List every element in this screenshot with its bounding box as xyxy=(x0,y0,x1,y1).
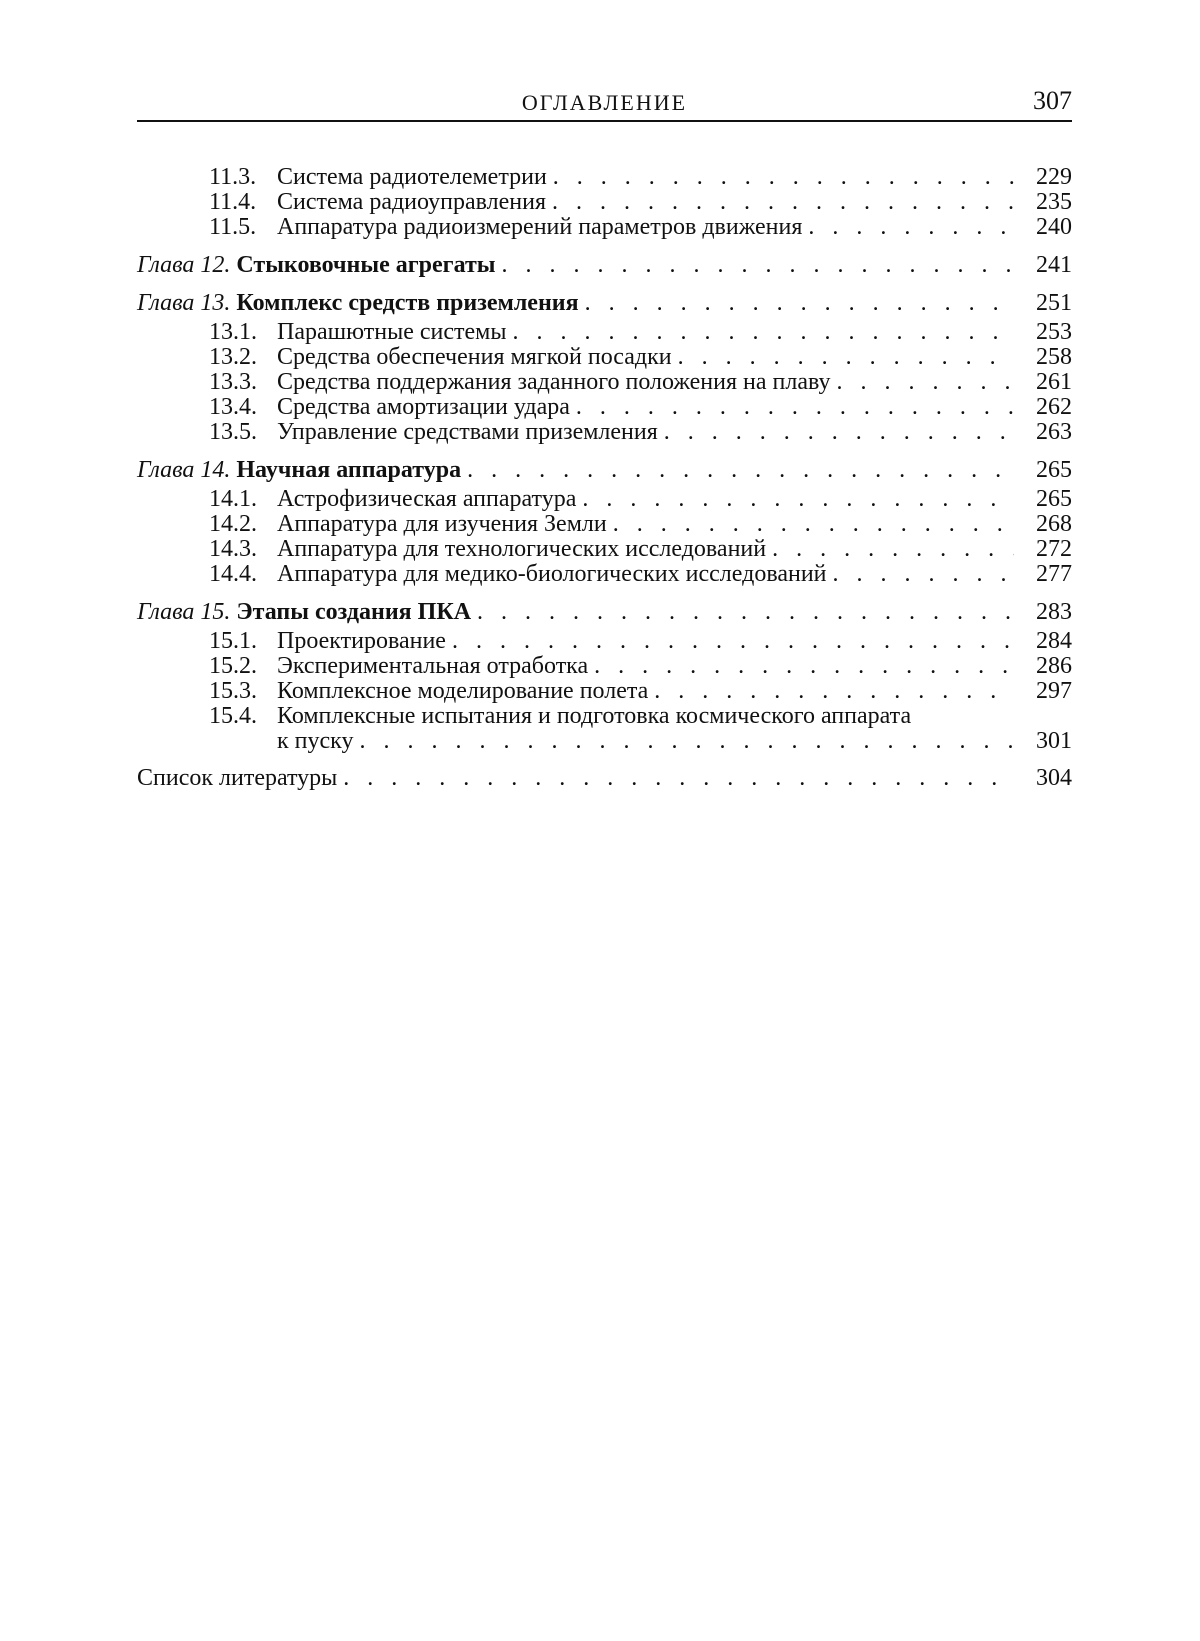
toc-entry-title: Управление средствами приземления xyxy=(277,419,658,445)
toc-entry-number: 13.4. xyxy=(209,394,257,420)
toc-entry-number: 13.5. xyxy=(209,419,257,445)
page-number: 307 xyxy=(1033,86,1072,115)
toc-entry xyxy=(137,629,1072,654)
dot-leader xyxy=(808,215,1014,240)
toc-entry-number: 14.4. xyxy=(209,561,257,587)
toc-entry-title: к пуску xyxy=(277,728,354,754)
toc-entry xyxy=(137,537,1072,562)
toc-entry-number: 14.3. xyxy=(209,536,257,562)
toc-entry-number: 11.3. xyxy=(209,164,257,190)
toc-entry xyxy=(137,320,1072,345)
toc-entry-page: 304 xyxy=(1036,765,1072,791)
toc-entry xyxy=(137,190,1072,215)
dot-leader xyxy=(552,190,1014,215)
toc-entry-title: Комплексные испытания и подготовка космического аппарата xyxy=(277,703,912,729)
toc-entry-number: 15.1. xyxy=(209,628,257,654)
toc-entry-title: Парашютные системы xyxy=(277,319,507,345)
toc-entry xyxy=(137,562,1072,587)
toc-entry-number: 11.5. xyxy=(209,214,257,240)
toc-entry-page: 240 xyxy=(1036,214,1072,240)
toc-entry-page: 265 xyxy=(1036,457,1072,483)
toc-chapter-prefix: Глава 12. xyxy=(137,252,231,278)
dot-leader xyxy=(654,679,1014,704)
toc-entry xyxy=(137,420,1072,445)
toc-entry-title: Аппаратура радиоизмерений параметров движения xyxy=(277,214,803,240)
toc-entry-page: 272 xyxy=(1036,536,1072,562)
toc-entry-page: 261 xyxy=(1036,369,1072,395)
toc-entry-title: Комплексное моделирование полета xyxy=(277,678,649,704)
toc-entry-page: 253 xyxy=(1036,319,1072,345)
toc-entry-page: 286 xyxy=(1036,653,1072,679)
toc-entry-title: Аппаратура для изучения Земли xyxy=(277,511,607,537)
toc-entry-title: Аппаратура для технологических исследований xyxy=(277,536,767,562)
dot-leader xyxy=(477,600,1014,625)
toc-entry-number: 15.2. xyxy=(209,653,257,679)
dot-leader xyxy=(678,345,1014,370)
dot-leader xyxy=(833,562,1014,587)
toc-entry xyxy=(137,370,1072,395)
toc-entry-title: Этапы создания ПКА xyxy=(236,599,472,625)
dot-leader xyxy=(585,291,1014,316)
toc-entry-page: 262 xyxy=(1036,394,1072,420)
toc-entry-number: 15.3. xyxy=(209,678,257,704)
toc-entry xyxy=(137,766,1072,791)
toc-entry xyxy=(137,165,1072,190)
toc-entry-title: Список литературы xyxy=(137,765,338,791)
toc-entry xyxy=(137,253,1072,278)
toc-entry-number: 14.2. xyxy=(209,511,257,537)
toc-entry-number: 13.1. xyxy=(209,319,257,345)
page-title: ОГЛАВЛЕНИЕ xyxy=(521,90,688,115)
toc-entry xyxy=(137,704,1072,729)
toc-entry-title: Проектирование xyxy=(277,628,446,654)
toc-entry-title: Система радиоуправления xyxy=(277,189,546,215)
toc-entry xyxy=(137,679,1072,704)
toc-entry xyxy=(137,729,1072,754)
toc-entry-number: 14.1. xyxy=(209,486,257,512)
toc-entry-title: Система радиотелеметрии xyxy=(277,164,547,190)
toc-entry-title: Средства обеспечения мягкой посадки xyxy=(277,344,672,370)
toc-entry-number: 11.4. xyxy=(209,189,257,215)
dot-leader xyxy=(553,165,1014,190)
toc-entry xyxy=(137,600,1072,625)
dot-leader xyxy=(576,395,1014,420)
toc-entry-page: 235 xyxy=(1036,189,1072,215)
toc-entry-number: 13.3. xyxy=(209,369,257,395)
dot-leader xyxy=(343,766,1014,791)
toc-entry-title: Научная аппаратура xyxy=(236,457,462,483)
toc-entry-title: Стыковочные агрегаты xyxy=(236,252,496,278)
toc-entry-page: 277 xyxy=(1036,561,1072,587)
toc-entry-title: Средства амортизации удара xyxy=(277,394,570,420)
dot-leader xyxy=(772,537,1014,562)
toc-entry-page: 265 xyxy=(1036,486,1072,512)
toc-entry xyxy=(137,512,1072,537)
toc-chapter-prefix: Глава 14. xyxy=(137,457,231,483)
toc-entry-page: 301 xyxy=(1036,728,1072,754)
table-of-contents xyxy=(137,165,1072,791)
toc-entry-page: 283 xyxy=(1036,599,1072,625)
toc-chapter-prefix: Глава 15. xyxy=(137,599,231,625)
toc-entry-title: Аппаратура для медико-биологических исследований xyxy=(277,561,827,587)
dot-leader xyxy=(594,654,1014,679)
dot-leader xyxy=(467,458,1014,483)
toc-entry xyxy=(137,654,1072,679)
dot-leader xyxy=(837,370,1014,395)
dot-leader xyxy=(452,629,1014,654)
toc-entry xyxy=(137,345,1072,370)
toc-entry-page: 284 xyxy=(1036,628,1072,654)
toc-entry-title: Комплекс средств приземления xyxy=(236,290,579,316)
toc-entry-page: 229 xyxy=(1036,164,1072,190)
dot-leader xyxy=(501,253,1014,278)
toc-entry xyxy=(137,458,1072,483)
toc-chapter-prefix: Глава 13. xyxy=(137,290,231,316)
dot-leader xyxy=(664,420,1014,445)
dot-leader xyxy=(582,487,1014,512)
toc-entry-page: 251 xyxy=(1036,290,1072,316)
toc-entry-number: 15.4. xyxy=(209,703,257,729)
toc-entry xyxy=(137,395,1072,420)
toc-entry xyxy=(137,215,1072,240)
toc-entry-page: 241 xyxy=(1036,252,1072,278)
toc-entry-page: 258 xyxy=(1036,344,1072,370)
dot-leader xyxy=(613,512,1014,537)
dot-leader xyxy=(359,729,1014,754)
header-rule xyxy=(137,120,1072,122)
toc-entry-title: Астрофизическая аппаратура xyxy=(277,486,577,512)
toc-entry-page: 263 xyxy=(1036,419,1072,445)
toc-entry-title: Средства поддержания заданного положения на плаву xyxy=(277,369,831,395)
toc-entry xyxy=(137,487,1072,512)
toc-entry-title: Экспериментальная отработка xyxy=(277,653,589,679)
toc-entry-page: 297 xyxy=(1036,678,1072,704)
toc-entry-number: 13.2. xyxy=(209,344,257,370)
toc-entry-page: 268 xyxy=(1036,511,1072,537)
toc-entry xyxy=(137,291,1072,316)
dot-leader xyxy=(512,320,1014,345)
